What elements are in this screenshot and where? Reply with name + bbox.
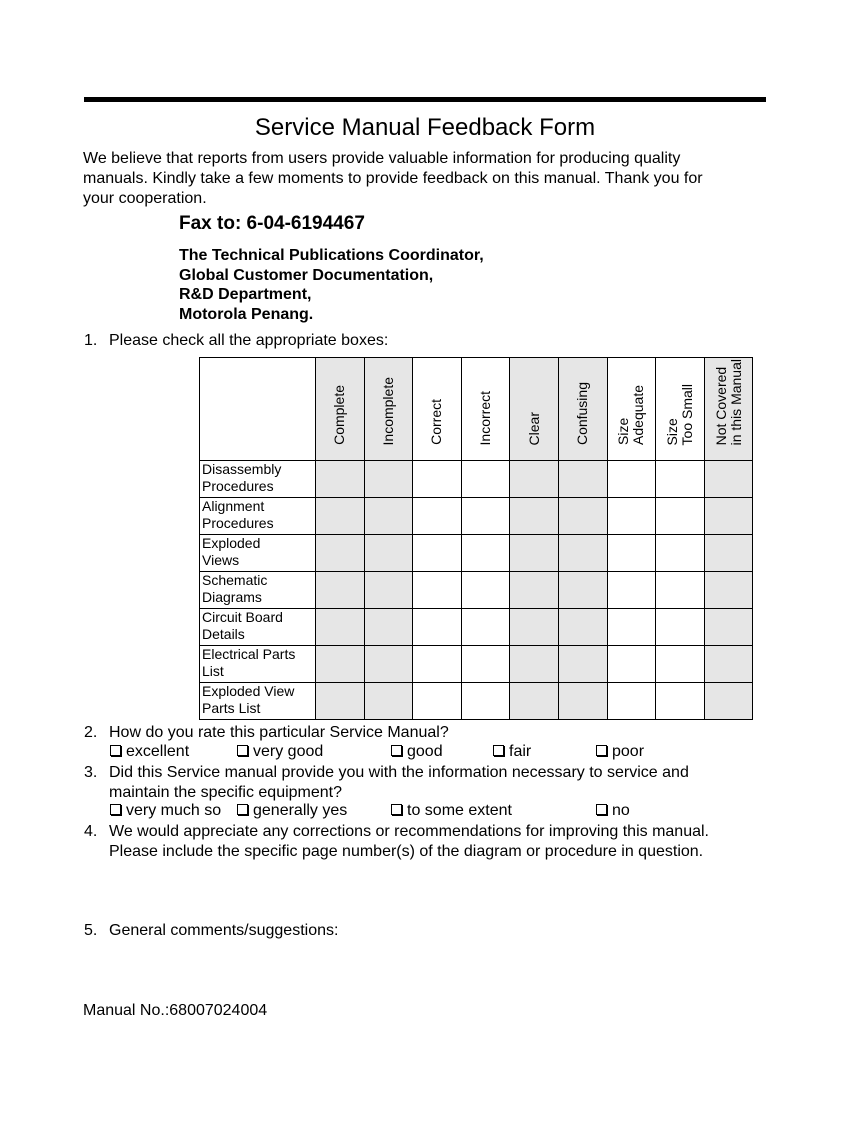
column-header-label: Size Too Small (663, 383, 695, 445)
check-cell[interactable] (656, 572, 705, 609)
check-cell[interactable] (656, 609, 705, 646)
check-cell[interactable] (461, 683, 510, 720)
q3-option-1[interactable] (237, 802, 347, 820)
check-cell[interactable] (461, 572, 510, 609)
address-line-3: R&D Department, (179, 286, 312, 303)
column-header-label: Confusing (574, 381, 591, 445)
checkbox-icon[interactable] (110, 745, 121, 756)
check-cell[interactable] (316, 646, 365, 683)
check-cell[interactable] (656, 683, 705, 720)
check-cell[interactable] (316, 498, 365, 535)
column-header-0 (316, 358, 365, 461)
row-label-line: Views (202, 552, 240, 568)
intro-line-3: your cooperation. (83, 190, 207, 207)
corner-cell (200, 358, 316, 461)
page-title: Service Manual Feedback Form (254, 114, 596, 141)
check-cell[interactable] (607, 646, 656, 683)
address-line-4: Motorola Penang. (179, 306, 314, 323)
table-row (200, 572, 753, 609)
row-label-line: Parts List (202, 700, 261, 716)
row-label (200, 535, 316, 572)
q2-option-1[interactable] (237, 743, 323, 761)
check-cell[interactable] (413, 609, 462, 646)
row-label-line: Disassembly (202, 461, 282, 477)
row-label-line: Procedures (202, 515, 274, 531)
check-cell[interactable] (607, 683, 656, 720)
check-cell[interactable] (461, 535, 510, 572)
option-label: very much so (126, 802, 222, 819)
column-header-1 (364, 358, 413, 461)
q2-option-2[interactable] (391, 743, 443, 761)
check-cell[interactable] (413, 572, 462, 609)
check-cell[interactable] (364, 461, 413, 498)
check-cell[interactable] (316, 535, 365, 572)
row-label (200, 609, 316, 646)
checkbox-icon[interactable] (596, 804, 607, 815)
q2-number: 2. (84, 724, 98, 741)
check-cell[interactable] (510, 683, 559, 720)
check-cell[interactable] (558, 572, 607, 609)
column-header-2 (413, 358, 462, 461)
checkbox-icon[interactable] (237, 804, 248, 815)
check-cell[interactable] (461, 646, 510, 683)
q2-option-4[interactable] (596, 743, 644, 761)
manual-number: Manual No.:68007024004 (83, 1002, 268, 1019)
table-row (200, 683, 753, 720)
row-label (200, 683, 316, 720)
check-cell[interactable] (607, 609, 656, 646)
row-label-line: Circuit Board (202, 609, 283, 625)
address-line-2: Global Customer Documentation, (179, 267, 434, 284)
row-label (200, 498, 316, 535)
check-cell[interactable] (364, 646, 413, 683)
row-label-line: List (202, 663, 224, 679)
check-cell[interactable] (656, 535, 705, 572)
check-cell[interactable] (461, 498, 510, 535)
check-cell[interactable] (607, 572, 656, 609)
q2-option-0[interactable] (110, 743, 189, 761)
column-header-label: Correct (428, 399, 445, 445)
row-label (200, 572, 316, 609)
check-cell[interactable] (364, 535, 413, 572)
q2-text: How do you rate this particular Service Manual? (109, 724, 449, 741)
check-cell[interactable] (413, 646, 462, 683)
table-row (200, 498, 753, 535)
q3-text-1: Did this Service manual provide you with the information necessary to service and (109, 764, 689, 781)
option-label: fair (509, 743, 532, 760)
column-header-3 (461, 358, 510, 461)
intro-line-1: We believe that reports from users provide valuable information for producing quality (83, 150, 681, 167)
q4-text-2: Please include the specific page number(s) of the diagram or procedure in question. (109, 843, 704, 860)
column-header-5 (558, 358, 607, 461)
check-cell[interactable] (704, 646, 753, 683)
check-cell[interactable] (364, 498, 413, 535)
check-cell[interactable] (656, 646, 705, 683)
column-header-label: Incomplete (379, 376, 396, 445)
check-cell[interactable] (510, 646, 559, 683)
check-cell[interactable] (413, 498, 462, 535)
checkbox-icon[interactable] (596, 745, 607, 756)
option-label: good (407, 743, 443, 760)
check-cell[interactable] (704, 609, 753, 646)
column-header-7 (656, 358, 705, 461)
q3-text-2: maintain the specific equipment? (109, 784, 343, 801)
column-header-6 (607, 358, 656, 461)
option-label: no (612, 802, 630, 819)
q1-number: 1. (84, 332, 98, 349)
column-header-label: Clear (525, 411, 542, 445)
column-header-8 (704, 358, 753, 461)
column-header-4 (510, 358, 559, 461)
intro-line-2: manuals. Kindly take a few moments to provide feedback on this manual. Thank you for (83, 170, 703, 187)
check-cell[interactable] (364, 683, 413, 720)
check-cell[interactable] (316, 461, 365, 498)
option-label: generally yes (253, 802, 348, 819)
row-label-line: Procedures (202, 478, 274, 494)
q3-number: 3. (84, 764, 98, 781)
check-cell[interactable] (316, 683, 365, 720)
check-cell[interactable] (607, 535, 656, 572)
checkbox-icon[interactable] (391, 745, 402, 756)
row-label-line: Details (202, 626, 245, 642)
q1-text: Please check all the appropriate boxes: (109, 332, 389, 349)
check-cell[interactable] (704, 461, 753, 498)
checkbox-icon[interactable] (493, 745, 504, 756)
check-cell[interactable] (558, 535, 607, 572)
checkbox-icon[interactable] (391, 804, 402, 815)
check-cell[interactable] (558, 498, 607, 535)
check-cell[interactable] (558, 461, 607, 498)
check-cell[interactable] (704, 683, 753, 720)
check-cell[interactable] (656, 461, 705, 498)
check-cell[interactable] (510, 535, 559, 572)
check-cell[interactable] (704, 498, 753, 535)
row-label-line: Diagrams (202, 589, 262, 605)
check-cell[interactable] (607, 461, 656, 498)
row-label-line: Exploded (202, 535, 261, 551)
fax-number: Fax to: 6-04-6194467 (179, 213, 365, 234)
feedback-table (199, 357, 753, 720)
check-cell[interactable] (607, 498, 656, 535)
q4-number: 4. (84, 823, 98, 840)
option-label: poor (612, 743, 645, 760)
table-row (200, 461, 753, 498)
address-line-1: The Technical Publications Coordinator, (179, 247, 484, 264)
check-cell[interactable] (413, 535, 462, 572)
check-cell[interactable] (704, 572, 753, 609)
q2-option-3[interactable] (493, 743, 531, 761)
q3-option-0[interactable] (110, 802, 221, 820)
q5-number: 5. (84, 922, 98, 939)
option-label: to some extent (407, 802, 512, 819)
check-cell[interactable] (510, 609, 559, 646)
checkbox-icon[interactable] (237, 745, 248, 756)
row-label-line: Exploded View (202, 683, 295, 699)
checkbox-icon[interactable] (110, 804, 121, 815)
row-label (200, 646, 316, 683)
row-label-line: Schematic (202, 572, 268, 588)
q3-option-3[interactable] (596, 802, 630, 820)
check-cell[interactable] (558, 683, 607, 720)
row-label-line: Alignment (202, 498, 265, 514)
check-cell[interactable] (510, 498, 559, 535)
column-header-label: Incorrect (477, 390, 494, 445)
q5-text: General comments/suggestions: (109, 922, 339, 939)
check-cell[interactable] (510, 461, 559, 498)
column-header-label: Size Adequate (615, 385, 647, 445)
check-cell[interactable] (364, 572, 413, 609)
check-cell[interactable] (656, 498, 705, 535)
check-cell[interactable] (461, 461, 510, 498)
column-header-label: Complete (331, 385, 348, 445)
table-row (200, 646, 753, 683)
check-cell[interactable] (413, 461, 462, 498)
table-row (200, 609, 753, 646)
check-cell[interactable] (364, 609, 413, 646)
check-cell[interactable] (704, 535, 753, 572)
header-rule (84, 97, 766, 102)
check-cell[interactable] (413, 683, 462, 720)
check-cell[interactable] (558, 609, 607, 646)
row-label (200, 461, 316, 498)
q4-text-1: We would appreciate any corrections or recommendations for improving this manual. (109, 823, 709, 840)
check-cell[interactable] (316, 572, 365, 609)
option-label: excellent (126, 743, 190, 760)
check-cell[interactable] (461, 609, 510, 646)
column-header-label: Not Covered in this Manual (712, 358, 744, 445)
check-cell[interactable] (510, 572, 559, 609)
check-cell[interactable] (558, 646, 607, 683)
q3-option-2[interactable] (391, 802, 512, 820)
row-label-line: Electrical Parts (202, 646, 296, 662)
option-label: very good (253, 743, 324, 760)
check-cell[interactable] (316, 609, 365, 646)
table-row (200, 535, 753, 572)
